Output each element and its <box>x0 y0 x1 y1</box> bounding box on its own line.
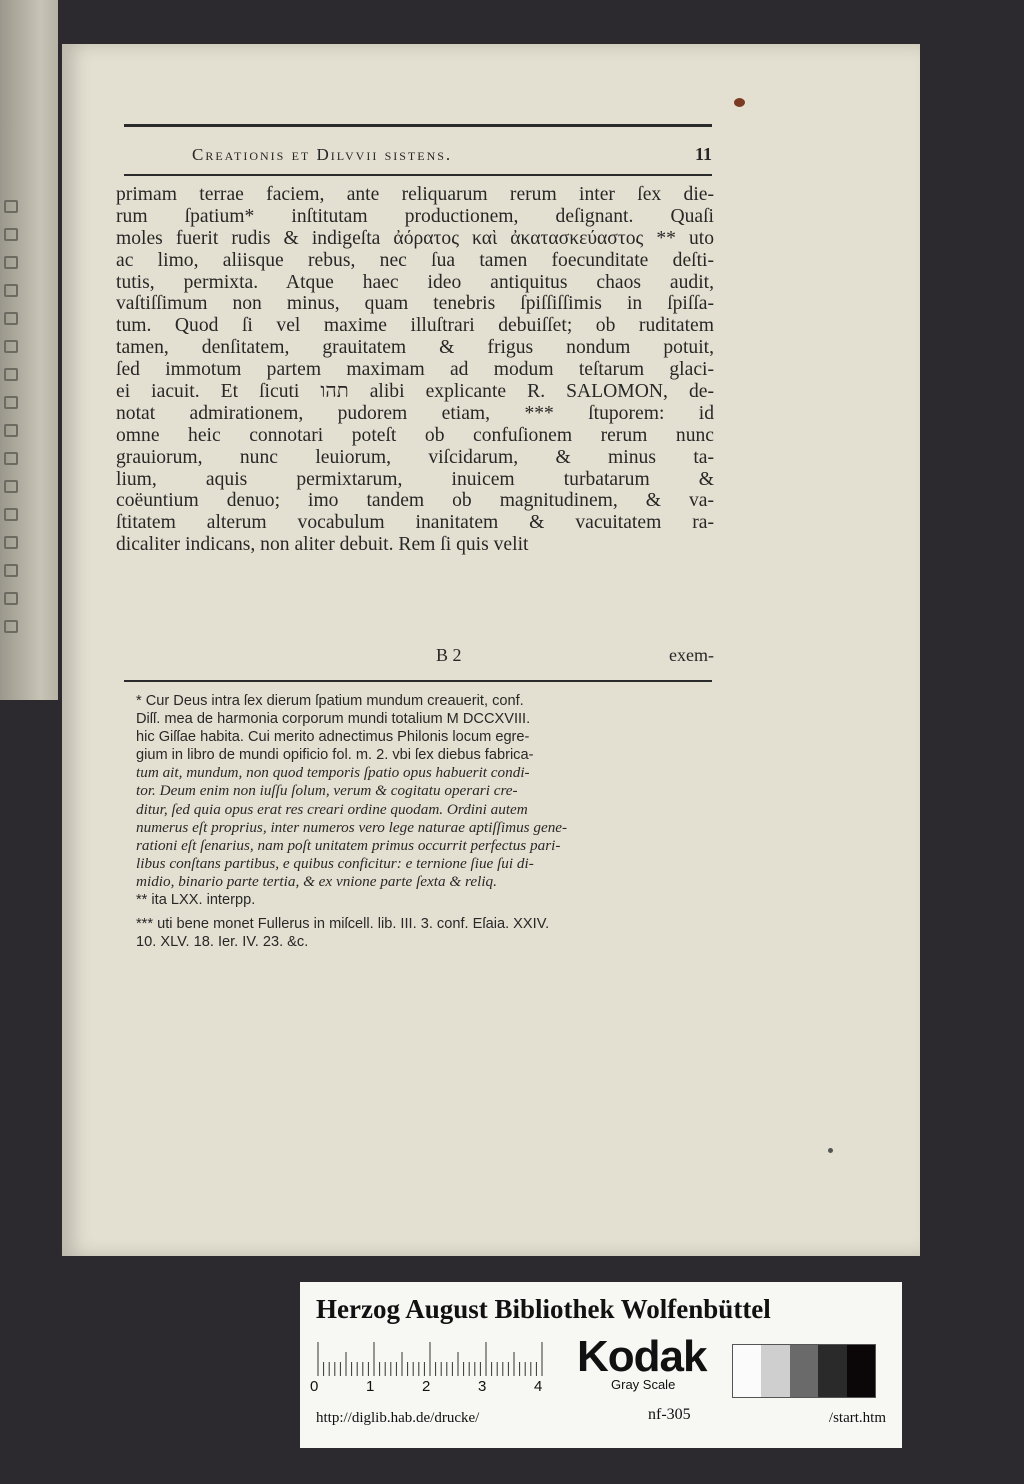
footnote-line: midio, binario parte tertia, & ex vnione parte ſexta & reliq. <box>136 872 497 890</box>
start-file: /start.htm <box>828 1410 886 1426</box>
header-rule-bottom <box>124 174 712 176</box>
bleed-through-glyph <box>4 256 18 269</box>
text-line: moles fuerit rudis & indigeſta ἀόρατος καὶ ἀκατασκεύαστος ** uto <box>116 227 714 249</box>
text-line: ſtitatem alterum vocabulum inanitatem & vacuitatem ra- <box>116 512 714 534</box>
signature-row <box>116 645 714 669</box>
text-line: dicaliter indicans, non aliter debuit. Rem ſi quis velit <box>116 534 529 556</box>
page-header <box>192 144 712 165</box>
footnote-line: hic Giſſae habita. Cui merito adnectimus Philonis locum egre- <box>136 729 530 746</box>
ruler-number: 1 <box>366 1378 375 1395</box>
footnote-line: rationi eſt ſenarius, nam poſt unitatem primus occurrit perfectus pari- <box>136 836 561 854</box>
footnotes <box>136 692 716 951</box>
ruler-number: 4 <box>534 1378 543 1395</box>
gray-patch <box>733 1345 761 1397</box>
text-line: tum. Quod ſi vel maxime illuſtrari debuiſſet; ob ruditatem <box>116 315 714 337</box>
ink-spot <box>734 98 745 107</box>
text-line: grauiorum, nunc leuiorum, viſcidarum, & minus ta- <box>116 446 714 468</box>
bleed-through-glyph <box>4 228 18 241</box>
gray-patches <box>732 1344 876 1398</box>
book-page <box>62 44 920 1256</box>
bleed-through-glyph <box>4 480 18 493</box>
text-line: lium, aquis permixtarum, inuicem turbatarum & <box>116 468 714 490</box>
adjacent-page-edge <box>0 0 58 700</box>
text-line: tutis, permixta. Atque haec ideo antiquitus chaos audit, <box>116 271 714 293</box>
bleed-through-glyph <box>4 200 18 213</box>
bleed-through-glyph <box>4 312 18 325</box>
gray-patch <box>847 1345 875 1397</box>
footnote-line: libus conſtans partibus, e quibus conficitur: e ternione ſiue ſui di- <box>136 854 534 872</box>
text-line: ei iacuit. Et ſicuti תהו alibi explicante R. SALOMON, de- <box>116 381 714 403</box>
library-name: Herzog August Bibliothek Wolfenbüttel <box>316 1294 771 1324</box>
ruler-scale <box>316 1340 548 1376</box>
text-line: omne heic connotari poteſt ob confuſionem rerum nunc <box>116 424 714 446</box>
shelf-mark: nf-305 <box>648 1406 691 1423</box>
header-rule-top <box>124 124 712 127</box>
kodak-logo: Kodak <box>577 1332 707 1381</box>
text-line: primam terrae faciem, ante reliquarum rerum inter ſex die- <box>116 184 714 205</box>
bleed-through-glyph <box>4 620 18 633</box>
bleed-through-glyph <box>4 284 18 297</box>
footnote-line: ditur, ſed quia opus erat res creari ordine quodam. Ordini autem <box>136 800 528 818</box>
text-line: rum ſpatium* inſtitutam productionem, deſignant. Quaſi <box>116 205 714 227</box>
catchword: exem- <box>669 645 714 665</box>
text-line: ac limo, aliisque rebus, nec ſua tamen foecunditate deſti- <box>116 249 714 271</box>
text-line: vaſtiſſimum non minus, quam tenebris ſpiſſiſſimis in ſpiſſa- <box>116 293 714 315</box>
bleed-through-glyph <box>4 536 18 549</box>
footnote-line: tor. Deum enim non iuſſu ſolum, verum & cogitatu operari cre- <box>136 782 518 800</box>
footnote-line: tum ait, mundum, non quod temporis ſpatio opus habuerit condi- <box>136 764 530 782</box>
footnote-line: Diſſ. mea de harmonia corporum mundi totalium M DCCXVIII. <box>136 711 531 728</box>
bleed-through-glyph <box>4 592 18 605</box>
paper-speck <box>828 1148 833 1153</box>
bleed-through-glyph <box>4 452 18 465</box>
text-line: notat admirationem, pudorem etiam, *** ſtuporem: id <box>116 402 714 424</box>
footnote-line: gium in libro de mundi opificio fol. m. 2. vbi ſex diebus fabrica- <box>136 747 534 764</box>
gray-patch <box>761 1345 789 1397</box>
running-head: Creationis et Dilvvii sistens. <box>192 145 453 164</box>
footnote-line: 10. XLV. 18. Ier. IV. 23. &c. <box>136 934 309 951</box>
text-line: tamen, denſitatem, grauitatem & frigus nondum potuit, <box>116 337 714 359</box>
ruler-number: 3 <box>478 1378 487 1395</box>
gray-scale-label: Gray Scale <box>611 1377 676 1392</box>
main-text <box>116 184 714 556</box>
signature-mark: B 2 <box>436 645 462 665</box>
gray-patch <box>790 1345 818 1397</box>
footnote-line: numerus eſt proprius, inter numeros vero lege naturae aptiſſimus gene- <box>136 818 568 836</box>
bleed-through-glyph <box>4 424 18 437</box>
ruler-number: 2 <box>422 1378 431 1395</box>
gray-patch <box>818 1345 846 1397</box>
bleed-through-glyph <box>4 564 18 577</box>
text-line: coëuntium denuo; imo tandem ob magnitudinem, & va- <box>116 490 714 512</box>
bleed-through-glyph <box>4 508 18 521</box>
page-number: 11 <box>694 144 712 164</box>
bleed-through-glyph <box>4 368 18 381</box>
footnote-line: *** uti bene monet Fullerus in miſcell. lib. III. 3. conf. Eſaia. XXIV. <box>136 916 550 933</box>
footnote-rule <box>124 680 712 682</box>
footnote-line: * Cur Deus intra ſex dierum ſpatium mundum creauerit, conf. <box>136 693 524 709</box>
bleed-through-glyph <box>4 396 18 409</box>
footnote-line: ** ita LXX. interpp. <box>136 892 256 909</box>
ruler-number: 0 <box>310 1378 319 1395</box>
bleed-through-glyph <box>4 340 18 353</box>
source-url: http://diglib.hab.de/drucke/ <box>316 1410 480 1426</box>
text-line: ſed immotum partem maximam ad modum teſtarum glaci- <box>116 359 714 381</box>
kodak-gray-scale-card <box>300 1282 902 1448</box>
